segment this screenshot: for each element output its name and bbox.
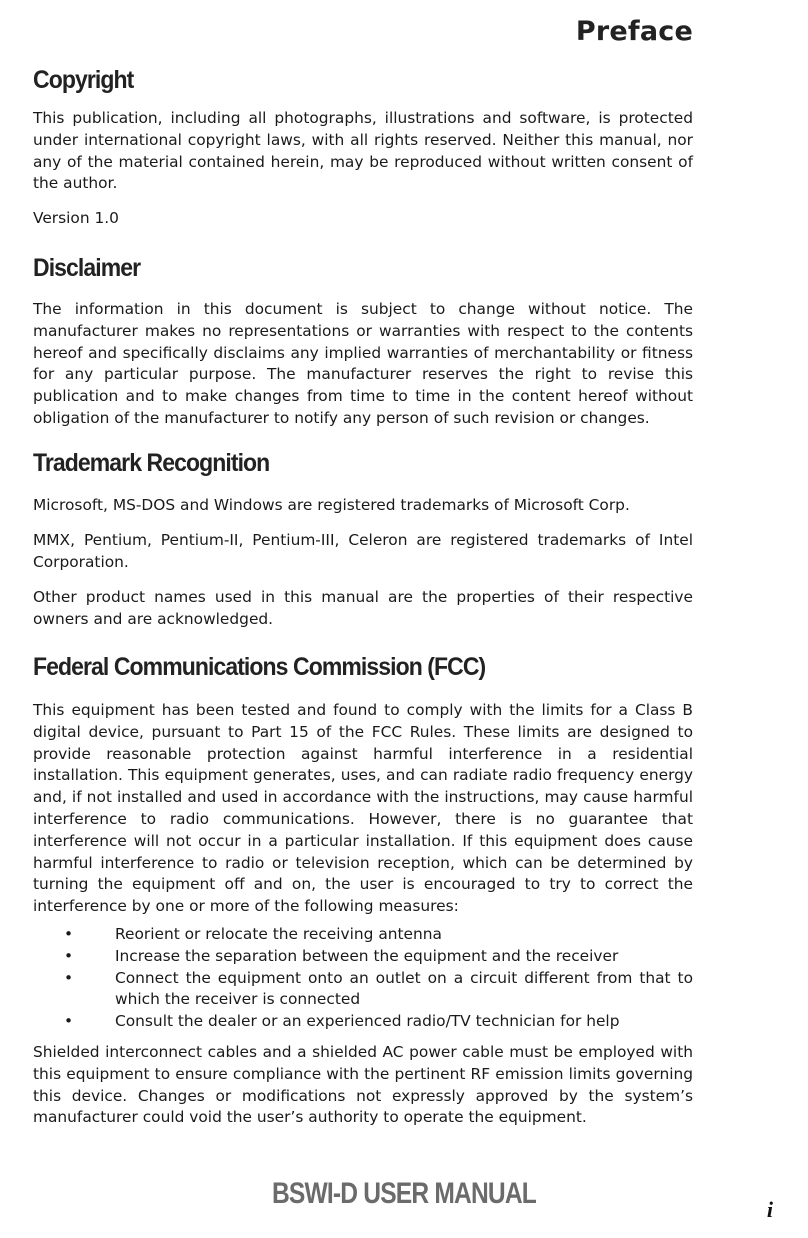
copyright-heading: Copyright bbox=[33, 66, 134, 94]
version-text: Version 1.0 bbox=[33, 209, 119, 227]
page-section-title: Preface bbox=[575, 16, 693, 47]
disclaimer-body: The information in this document is subject to change without notice. The manufacturer makes no representations or warranties with respect to the contents hereof and specifically disclaims any implied warranties of merchantability or fitness for any particular purpose. The manufacturer reserves the right to revise this publication and to make changes from time to time in the content hereof without obligation of the manufacturer to notify any person of such revision or changes. bbox=[33, 300, 693, 427]
bullet-icon: • bbox=[64, 1012, 74, 1031]
page-number: i bbox=[766, 1197, 773, 1222]
list-item: • Increase the separation between the equipment and the receiver bbox=[33, 946, 693, 968]
trademark-para-1: Microsoft, MS-DOS and Windows are registered trademarks of Microsoft Corp. bbox=[33, 496, 630, 514]
bullet-icon: • bbox=[64, 925, 74, 943]
fcc-heading: Federal Communications Commission (FCC) bbox=[33, 653, 486, 681]
trademark-para-2: MMX, Pentium, Pentium-II, Pentium-III, Celeron are registered trademarks of Intel Corporation. bbox=[33, 531, 693, 571]
list-item: • Consult the dealer or an experienced radio/TV technician for help bbox=[33, 1011, 693, 1033]
fcc-body: This equipment has been tested and found to comply with the limits for a Class B digital device, pursuant to Part 15 of the FCC Rules. These limits are designed to provide reasonable protection against harmful interference in a residential installation. This equipment generates, uses, and can radiate radio frequency energy and, if not installed and used in accordance with the instructions, may cause harmful interference to radio communications. However, there is no guarantee that interference will not occur in a particular installation. If this equipment does cause harmful interference to radio or television reception, which can be determined by turning the equipment off and on, the user is encouraged to try to correct the interference by one or more of the following measures: bbox=[33, 701, 693, 916]
fcc-measures-list bbox=[33, 924, 693, 1033]
list-item: • Connect the equipment onto an outlet on a circuit different from that to which the receiver is connected bbox=[64, 968, 693, 1009]
disclaimer-heading: Disclaimer bbox=[33, 254, 141, 282]
trademark-heading: Trademark Recognition bbox=[33, 449, 270, 477]
copyright-body: This publication, including all photographs, illustrations and software, is protected under international copyright laws, with all rights reserved. Neither this manual, nor any of the material contained herein, may be reproduced without written consent of the author. bbox=[33, 109, 693, 193]
bullet-icon: • bbox=[64, 968, 74, 987]
trademark-para-3: Other product names used in this manual are the properties of their respective owners and are acknowledged. bbox=[33, 588, 693, 628]
footer-manual-title: BSWI-D USER MANUAL bbox=[271, 1177, 537, 1210]
fcc-closing: Shielded interconnect cables and a shielded AC power cable must be employed with this equipment to ensure compliance with the pertinent RF emission limits governing this device. Changes or modifications not expressly approved by the system’s manufacturer could void the user’s authority to operate the equipment. bbox=[33, 1043, 693, 1127]
bullet-icon: • bbox=[64, 946, 74, 965]
list-item: • Reorient or relocate the receiving antenna bbox=[33, 924, 693, 946]
